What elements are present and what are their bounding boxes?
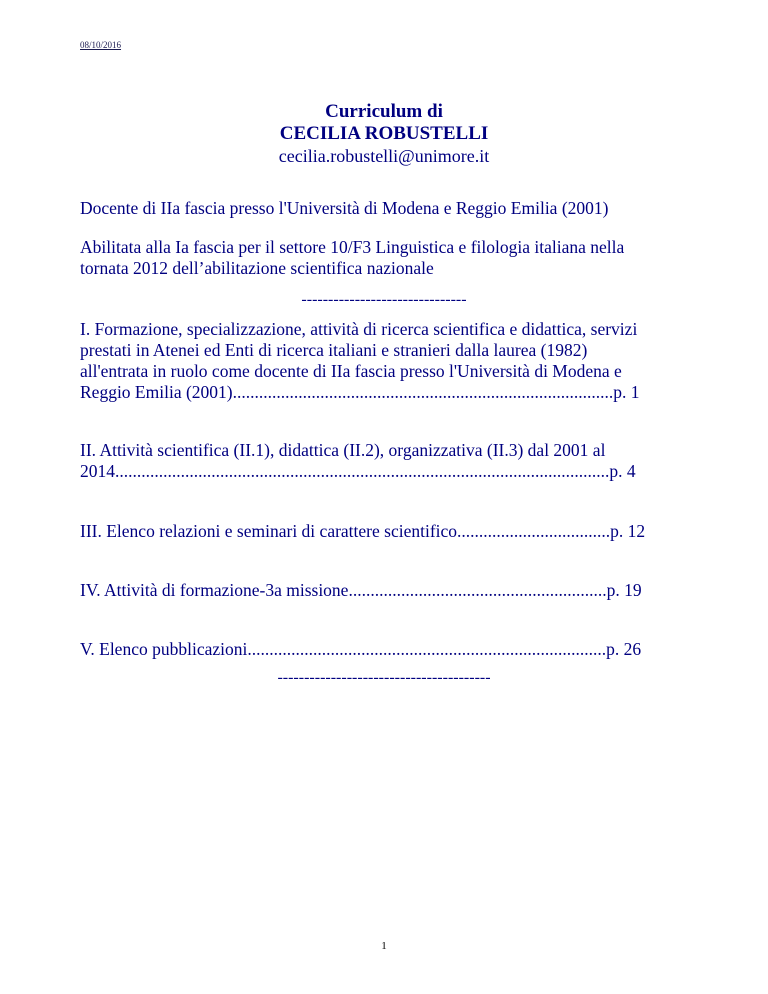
toc-item-1-line-4: Reggio Emilia (2001).......................................................................................p. 1 [80,382,640,402]
separator-bottom: ---------------------------------------- [277,669,491,686]
toc-item-2 [80,440,690,482]
toc-item-3: III. Elenco relazioni e seminari di carattere scientifico...................................p. 12 [80,521,646,541]
toc-item-1-line-3: all'entrata in ruolo come docente di IIa fascia presso l'Università di Modena e [80,361,622,381]
toc-item-1-line-1: I. Formazione, specializzazione, attività di ricerca scientifica e didattica, servizi [80,319,638,339]
title-block [0,101,768,167]
toc-item-2-line-2: 2014.................................................................................................................p. 4 [80,461,636,481]
position-statement: Docente di IIa fascia presso l'Università di Modena e Reggio Emilia (2001) [80,198,609,218]
author-email: cecilia.robustelli@unimore.it [278,146,490,166]
abilitazione-statement [80,237,690,279]
separator-top: ------------------------------- [301,291,467,308]
toc-item-2-line-1: II. Attività scientifica (II.1), didattica (II.2), organizzativa (II.3) dal 2001 al [80,440,606,460]
abilitazione-line-1: Abilitata alla Ia fascia per il settore 10/F3 Linguistica e filologia italiana nella [80,237,625,257]
toc-item-1 [80,319,690,403]
page-number: 1 [381,940,387,952]
author-name: CECILIA ROBUSTELLI [279,123,489,144]
title-heading: Curriculum di [325,101,443,122]
document-date: 08/10/2016 [80,40,122,50]
toc-item-1-line-2: prestati in Atenei ed Enti di ricerca italiani e stranieri dalla laurea (1982) [80,340,588,360]
toc-item-4: IV. Attività di formazione-3a missione...........................................................p. 19 [80,580,642,600]
abilitazione-line-2: tornata 2012 dell’abilitazione scientifica nazionale [80,258,434,278]
toc-item-5: V. Elenco pubblicazioni..................................................................................p. 26 [80,639,642,659]
